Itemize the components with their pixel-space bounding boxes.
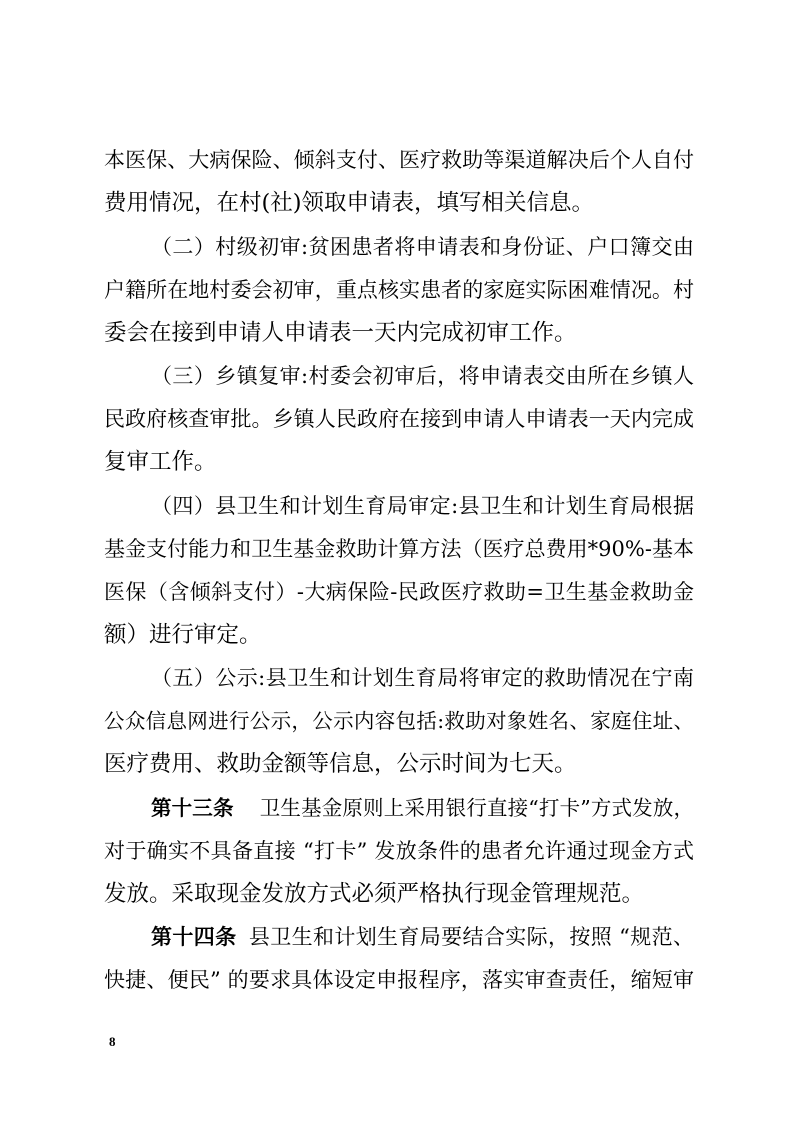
text-line-10: 基金支付能力和卫生基金救助计算方法（医疗总费用*90%-基本 — [104, 537, 694, 561]
text-line-7: 民政府核查审批。乡镇人民政府在接到申请人申请表一天内完成 — [104, 407, 694, 431]
text-line-2: 费用情况，在村(社)领取申请表，填写相关信息。 — [104, 190, 595, 216]
text-line-17: 对于确实不具备直接 “打卡” 发放条件的患者允许通过现金方式 — [104, 839, 694, 863]
text-line-4: 户籍所在地村委会初审，重点核实患者的家庭实际困难情况。村 — [104, 278, 694, 302]
text-line-12: 额）进行审定。 — [104, 622, 262, 648]
article-14-heading: 第十四条 — [151, 924, 237, 949]
text-line-3: （二）村级初审:贫困患者将申请表和身份证、户口簿交由 — [151, 235, 694, 259]
text-line-15: 医疗费用、救助金额等信息，公示时间为七天。 — [104, 751, 577, 777]
text-line-11: 医保（含倾斜支付）-大病保险-民政医疗救助=卫生基金救助金 — [104, 580, 694, 604]
text-line-5: 委会在接到申请人申请表一天内完成初审工作。 — [104, 320, 577, 346]
text-line-9: （四）县卫生和计划生育局审定:县卫生和计划生育局根据 — [151, 494, 694, 518]
article-13-text: 卫生基金原则上采用银行直接“打卡”方式发放， — [259, 796, 694, 820]
article-14-line — [151, 924, 694, 950]
text-line-14: 公众信息网进行公示，公示内容包括:救助对象姓名、家庭住址、 — [104, 709, 694, 733]
article-14-text: 县卫生和计划生育局要结合实际，按照 “规范、 — [248, 925, 694, 949]
text-line-13: （五）公示:县卫生和计划生育局将审定的救助情况在宁南 — [151, 666, 694, 690]
article-13-heading: 第十三条 — [151, 796, 234, 820]
text-line-1: 本医保、大病保险、倾斜支付、医疗救助等渠道解决后个人自付 — [104, 148, 694, 172]
article-13-line — [151, 795, 694, 821]
text-line-6: （三）乡镇复审:村委会初审后，将申请表交由所在乡镇人 — [151, 364, 694, 388]
text-line-18: 发放。采取现金发放方式必须严格执行现金管理规范。 — [104, 881, 645, 907]
page-number: 8 — [109, 1034, 116, 1049]
text-line-8: 复审工作。 — [104, 449, 217, 475]
text-line-20: 快捷、便民” 的要求具体设定申报程序，落实审查责任，缩短审 — [104, 968, 694, 992]
